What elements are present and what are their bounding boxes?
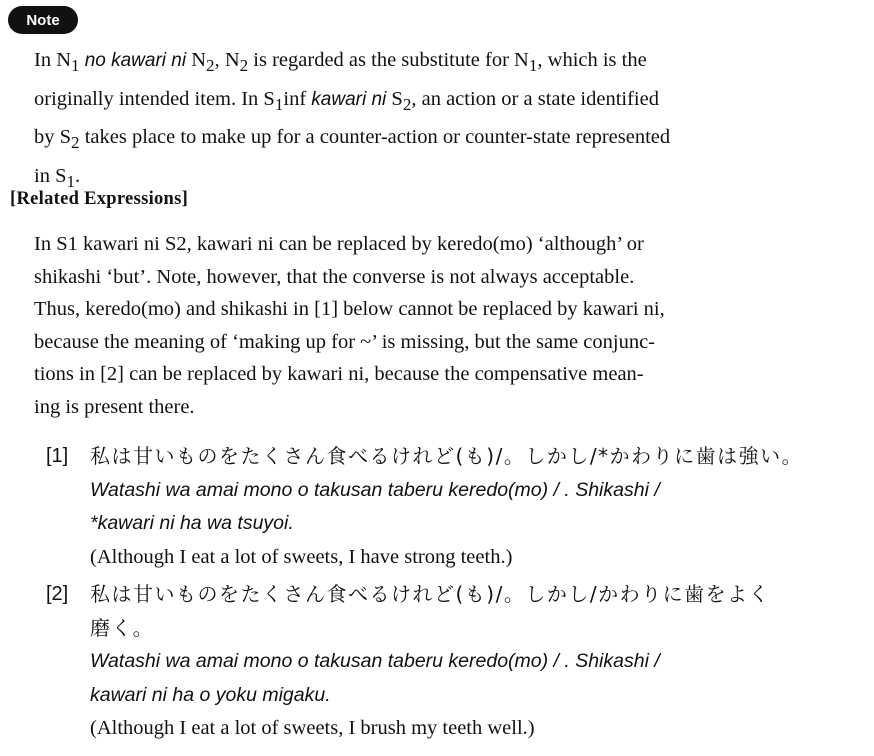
example-number: [2] [46, 583, 69, 605]
example-translation: (Although I eat a lot of sweets, I brush my teeth well.) [90, 717, 535, 739]
example-japanese: 磨く。 [90, 615, 155, 640]
example-romaji: Watashi wa amai mono o takusan taberu keredo(mo) / . Shikashi / [90, 650, 660, 672]
related-line: shikashi ‘but’. Note, however, that the converse is not always acceptable. [34, 265, 635, 288]
example-japanese: 私は甘いものをたくさん食べるけれど(も)/。しかし/*かわりに歯は強い。 [90, 444, 804, 468]
note-line-3: by $S_2$ takes place to make up for a counter-action or counter-state represented [34, 126, 671, 153]
example-romaji: kawari ni ha o yoku migaku. [90, 683, 331, 706]
note-line-4: in $S_1$. [34, 164, 81, 191]
note-badge: Note [8, 6, 78, 34]
related-line: because the meaning of ‘making up for ~’ is missing, but the same conjunc- [34, 330, 655, 353]
example-translation: (Although I eat a lot of sweets, I have strong teeth.) [90, 545, 513, 568]
note-line-2: originally intended item. In $S_1inf$ kawari ni $S_2$, an action or a state identified [34, 87, 659, 114]
example-number: [1] [46, 445, 69, 467]
example-romaji: *kawari ni ha wa tsuyoi. [90, 512, 294, 534]
related-expressions-heading: [Related Expressions] [10, 189, 189, 209]
note-paragraph [34, 44, 850, 198]
related-line: Thus, keredo(mo) and shikashi in [1] below cannot be replaced by kawari ni, [34, 298, 665, 320]
related-line: ing is present there. [34, 395, 195, 418]
example-romaji: Watashi wa amai mono o takusan taberu keredo(mo) / . Shikashi / [90, 478, 660, 501]
related-line: In S1 kawari ni S2, kawari ni can be replaced by keredo(mo) ‘although’ or [34, 233, 644, 255]
example-japanese: 私は甘いものをたくさん食べるけれど(も)/。しかし/かわりに歯をよく [90, 582, 771, 606]
related-line: tions in [2] can be replaced by kawari ni, because the compensative mean- [34, 363, 644, 385]
note-line-1: In $N_1$ no kawari ni $N_2$, $N_2$ is regarded as the substitute for $N_1$, which is the [34, 49, 647, 76]
related-paragraph [34, 228, 850, 423]
